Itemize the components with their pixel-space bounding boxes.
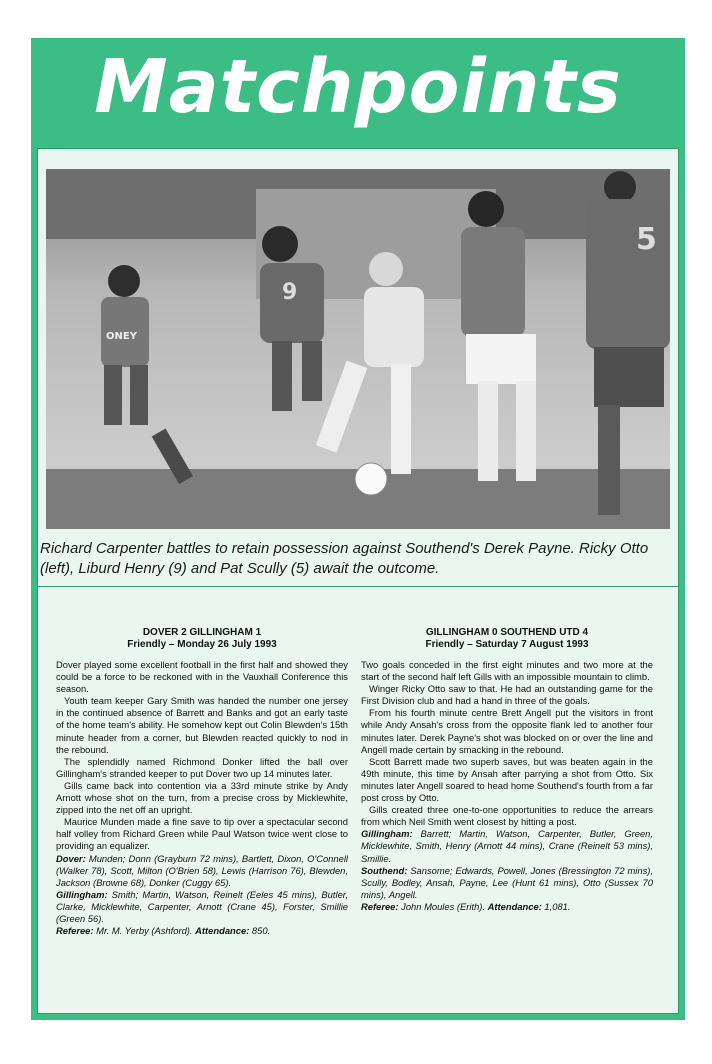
match-photo: [46, 169, 670, 529]
attendance-label: Attendance:: [487, 900, 542, 912]
page-title: Matchpoints: [94, 44, 622, 130]
shirt-number-five: 5: [636, 222, 657, 257]
referee-name: Mr. M. Yerby (Ashford).: [96, 925, 193, 937]
shirt-sponsor-text: ONEY: [106, 331, 137, 342]
team-line-gillingham: [361, 828, 653, 864]
report-paragraph: Scott Barrett made two superb saves, but was beaten again in the 49th minute, this time by Ansah after parrying a shot from Otto. Six minutes later Angell soared to head home Southend's fourth from a far post cross by Otto.: [361, 755, 653, 804]
football: [355, 463, 387, 495]
team-label: Dover:: [56, 852, 86, 864]
report-heading: GILLINGHAM 0 SOUTHEND UTD 4: [425, 627, 589, 638]
report-dover-gillingham: [56, 627, 348, 937]
report-paragraph: Dover played some excellent football in the first half and showed they could be a force to be reckoned with in the Vauxhall Conference this season.: [56, 659, 348, 695]
team-lineup: Munden; Donn (Grayburn 72 mins), Bartlett, Dixon, O'Connell (Walker 78), Scott, Milton (O'Brien 58), Lewis (Harrison 76), Blewden, Jackson (Browne 68), Donker (Cuggy 65).: [56, 852, 348, 888]
team-lineup: Smith; Martin, Watson, Reinelt (Eeles 45 mins), Butler, Clarke, Micklewhite, Carpenter, Arnott (Crane 45), Forster, Smillie (Green 56).: [56, 888, 348, 924]
team-line-southend: [361, 865, 653, 901]
team-lineup: Barrett; Martin, Watson, Carpenter, Butler, Green, Micklewhite, Smith, Henry (Arnott 44 mins), Crane (Reinelt 53 mins), Smillie.: [361, 828, 653, 864]
referee-label: Referee:: [361, 900, 399, 912]
team-label: Gillingham:: [361, 828, 413, 840]
shirt-number-nine: 9: [282, 280, 298, 305]
report-paragraph: Youth team keeper Gary Smith was handed the number one jersey in the continued absence of Barrett and Banks and got an early taste of the home team's ability. He somehow kept out Colin Blewden's 15th minute header from a corner, but Blewden reacted quickly to nod in the rebound.: [56, 695, 348, 755]
photo-caption: Richard Carpenter battles to retain possession against Southend's Derek Payne. Ricky Otto (left), Liburd Henry (9) and Pat Scully (5) await the outcome.: [40, 540, 649, 577]
referee-label: Referee:: [56, 925, 94, 937]
report-subheading: Friendly – Monday 26 July 1993: [127, 639, 277, 650]
report-paragraph: The splendidly named Richmond Donker lifted the ball over Gillingham's stranded keeper to put Dover two up 14 minutes later.: [56, 755, 348, 779]
referee-line: [361, 901, 653, 913]
team-label: Gillingham:: [56, 888, 108, 900]
referee-line: [56, 925, 348, 937]
attendance-value: 850.: [251, 925, 271, 937]
report-heading: DOVER 2 GILLINGHAM 1: [142, 627, 262, 638]
report-paragraph: From his fourth minute centre Brett Angell put the visitors in front while Andy Ansah's cross from the opposite flank led to another four minutes later. Derek Payne's shot was blocked on or over the line and Angell made certain by smacking in the rebound.: [361, 707, 653, 755]
team-line-gillingham: [56, 889, 348, 925]
report-paragraph: Gills created three one-to-one opportunities to reduce the arrears from which Neil Smith went closest by hitting a post.: [361, 804, 653, 828]
report-subheading: Friendly – Saturday 7 August 1993: [425, 639, 589, 650]
team-label: Southend:: [361, 864, 408, 876]
match-reports-panel: [37, 586, 679, 1014]
page-frame: [31, 38, 685, 1020]
attendance-label: Attendance:: [195, 925, 250, 937]
report-paragraph: Maurice Munden made a fine save to tip over a spectacular second half volley from Richard Green while Paul Watson twice went close to providing an equalizer.: [56, 816, 348, 852]
report-paragraph: Two goals conceded in the first eight minutes and two more at the start of the second half left Gills with an impossible mountain to climb.: [361, 659, 653, 683]
report-paragraph: Winger Ricky Otto saw to that. He had an outstanding game for the First Division club and had a hand in three of the goals.: [361, 683, 653, 707]
team-lineup: Sansome; Edwards, Powell, Jones (Bressington 72 mins), Scully, Bodley, Ansah, Payne, Lee (Hunt 61 mins), Otto (Sussex 70 mins), Angell.: [361, 864, 653, 900]
team-line-dover: [56, 853, 348, 889]
report-paragraph: Gills came back into contention via a 33rd minute strike by Andy Arnott whose shot on the turn, from a precise cross by Micklewhite, zipped into the net off an upright.: [56, 779, 348, 816]
referee-name: John Moules (Erith).: [401, 900, 486, 912]
attendance-value: 1,081.: [544, 900, 571, 912]
photo-panel: [37, 148, 679, 622]
page-title-banner: [31, 38, 685, 146]
report-gillingham-southend: [361, 627, 653, 913]
